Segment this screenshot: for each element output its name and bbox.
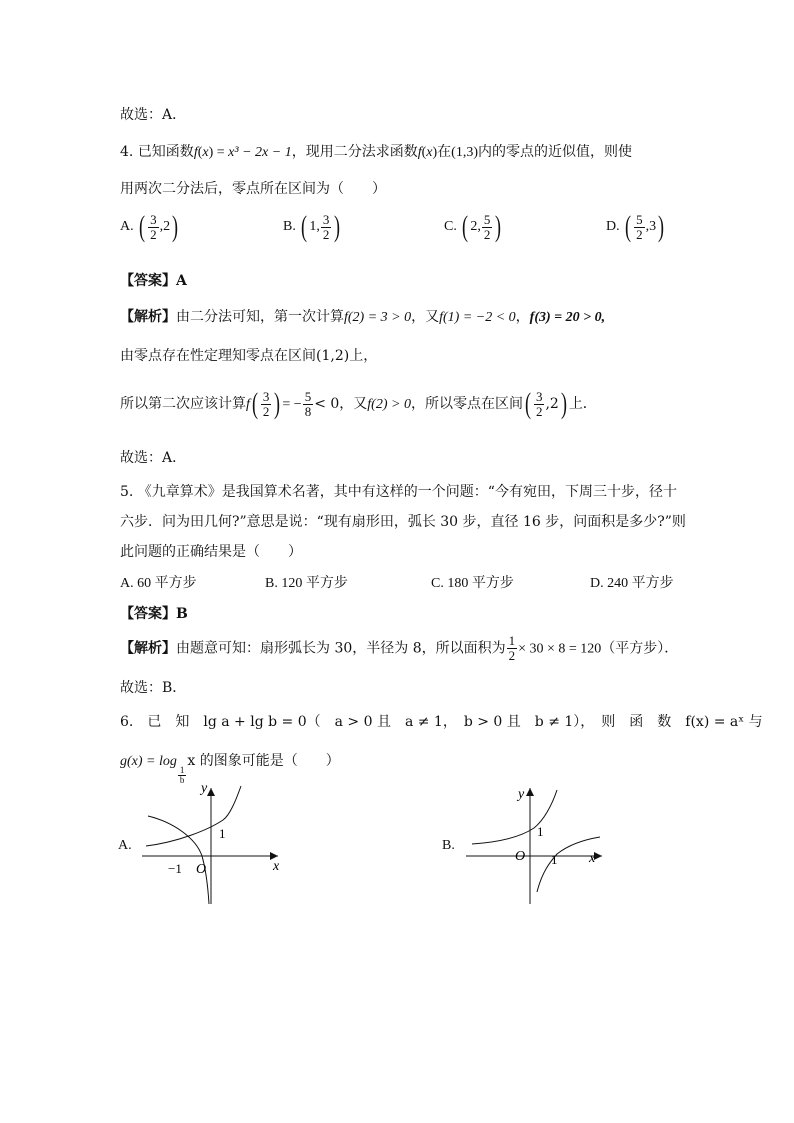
q5-option-b: B. 120 平方步: [265, 576, 348, 591]
q5-stem-line2: 六步．问为田几何?”意思是说：“现有扇形田，弧长 30 步，直径 16 步，问面积是多少?”则: [120, 514, 686, 530]
figure-b-origin: O: [515, 849, 526, 864]
figure-a-origin: O: [196, 862, 207, 877]
q5-option-a: A. 60 平方步: [120, 576, 197, 591]
q5-option-d: D. 240 平方步: [590, 576, 674, 591]
figure-a-one: 1: [219, 826, 226, 841]
figure-a-neg1: −1: [168, 861, 182, 876]
figure-a-label: A.: [118, 838, 132, 853]
q4-analysis-line3: 所以第二次应该计算f( $\frac{3}{2}$ ) = − $\frac{5}{8}$ < 0，又f(2) > 0，所以零点在区间( $\frac{3}{2}$ ,2) 上．: [120, 387, 597, 420]
q4-answer: 【答案】A: [120, 273, 187, 289]
q4-stem-line1: 4. 已知函数f(x) = x³ − 2x − 1，现用二分法求函数f(x)在(1,3)内的零点的近似值，则使: [120, 144, 632, 160]
figure-a: [118, 780, 288, 910]
q5-stem-line3: 此问题的正确结果是（ ）: [120, 544, 302, 560]
figure-b-y-label: y: [518, 787, 525, 802]
q4-option-b: B. ( 1, $\frac{3}{2}$ ): [283, 210, 341, 243]
q4-option-c: C. ( 2, $\frac{5}{2}$ ): [444, 210, 502, 243]
figure-b-x-label: x: [589, 851, 596, 866]
q5-answer: 【答案】B: [120, 606, 188, 622]
figure-a-x-label: x: [273, 859, 280, 874]
q4-analysis-line1: 【解析】由二分法可知，第一次计算f(2) = 3 > 0，又f(1) = −2 < 0，f(3) = 20 > 0,: [120, 309, 606, 325]
q4-analysis-line2: 由零点存在性定理知零点在区间(1,2)上，: [120, 348, 378, 364]
q4-conclusion: 故选：A．: [120, 450, 187, 466]
figure-a-graph: [118, 780, 288, 910]
q4-option-a: A. ( $\frac{3}{2}$ ,2): [120, 210, 179, 243]
q5-option-c: C. 180 平方步: [431, 576, 514, 591]
figure-b-one-y: 1: [537, 824, 544, 839]
q4-stem-line2: 用两次二分法后，零点所在区间为（ ）: [120, 181, 386, 197]
q5-analysis-line1: 【解析】由题意可知：扇形弧长为 30，半径为 8，所以面积为 $\frac{1}{2}$ × 30 × 8 = 120（平方步）．: [120, 633, 679, 663]
figure-b-one-x: 1: [551, 852, 558, 867]
figure-b-graph: [442, 780, 612, 910]
q5-conclusion: 故选：B．: [120, 680, 187, 696]
figure-b-label: B.: [442, 838, 455, 853]
q6-stem-line1: 6. 已 知 lg a + lg b = 0（ a > 0 且 a ≠ 1， b > 0 且 b ≠ 1）， 则 函 数 f(x) = aˣ 与: [120, 714, 763, 730]
figure-a-y-label: y: [201, 781, 208, 796]
q4-option-d: D. ( $\frac{5}{2}$ ,3): [606, 210, 665, 243]
q5-stem-line1: 5. 《九章算术》是我国算术名著，其中有这样的一个问题：“今有宛田，下周三十步，径十: [120, 484, 677, 500]
prev-conclusion: 故选：A．: [120, 107, 187, 123]
q6-stem-line2: g(x) = log $\frac{1}{b}$ x 的图象可能是（ ）: [120, 753, 340, 785]
figure-b: [442, 780, 612, 910]
